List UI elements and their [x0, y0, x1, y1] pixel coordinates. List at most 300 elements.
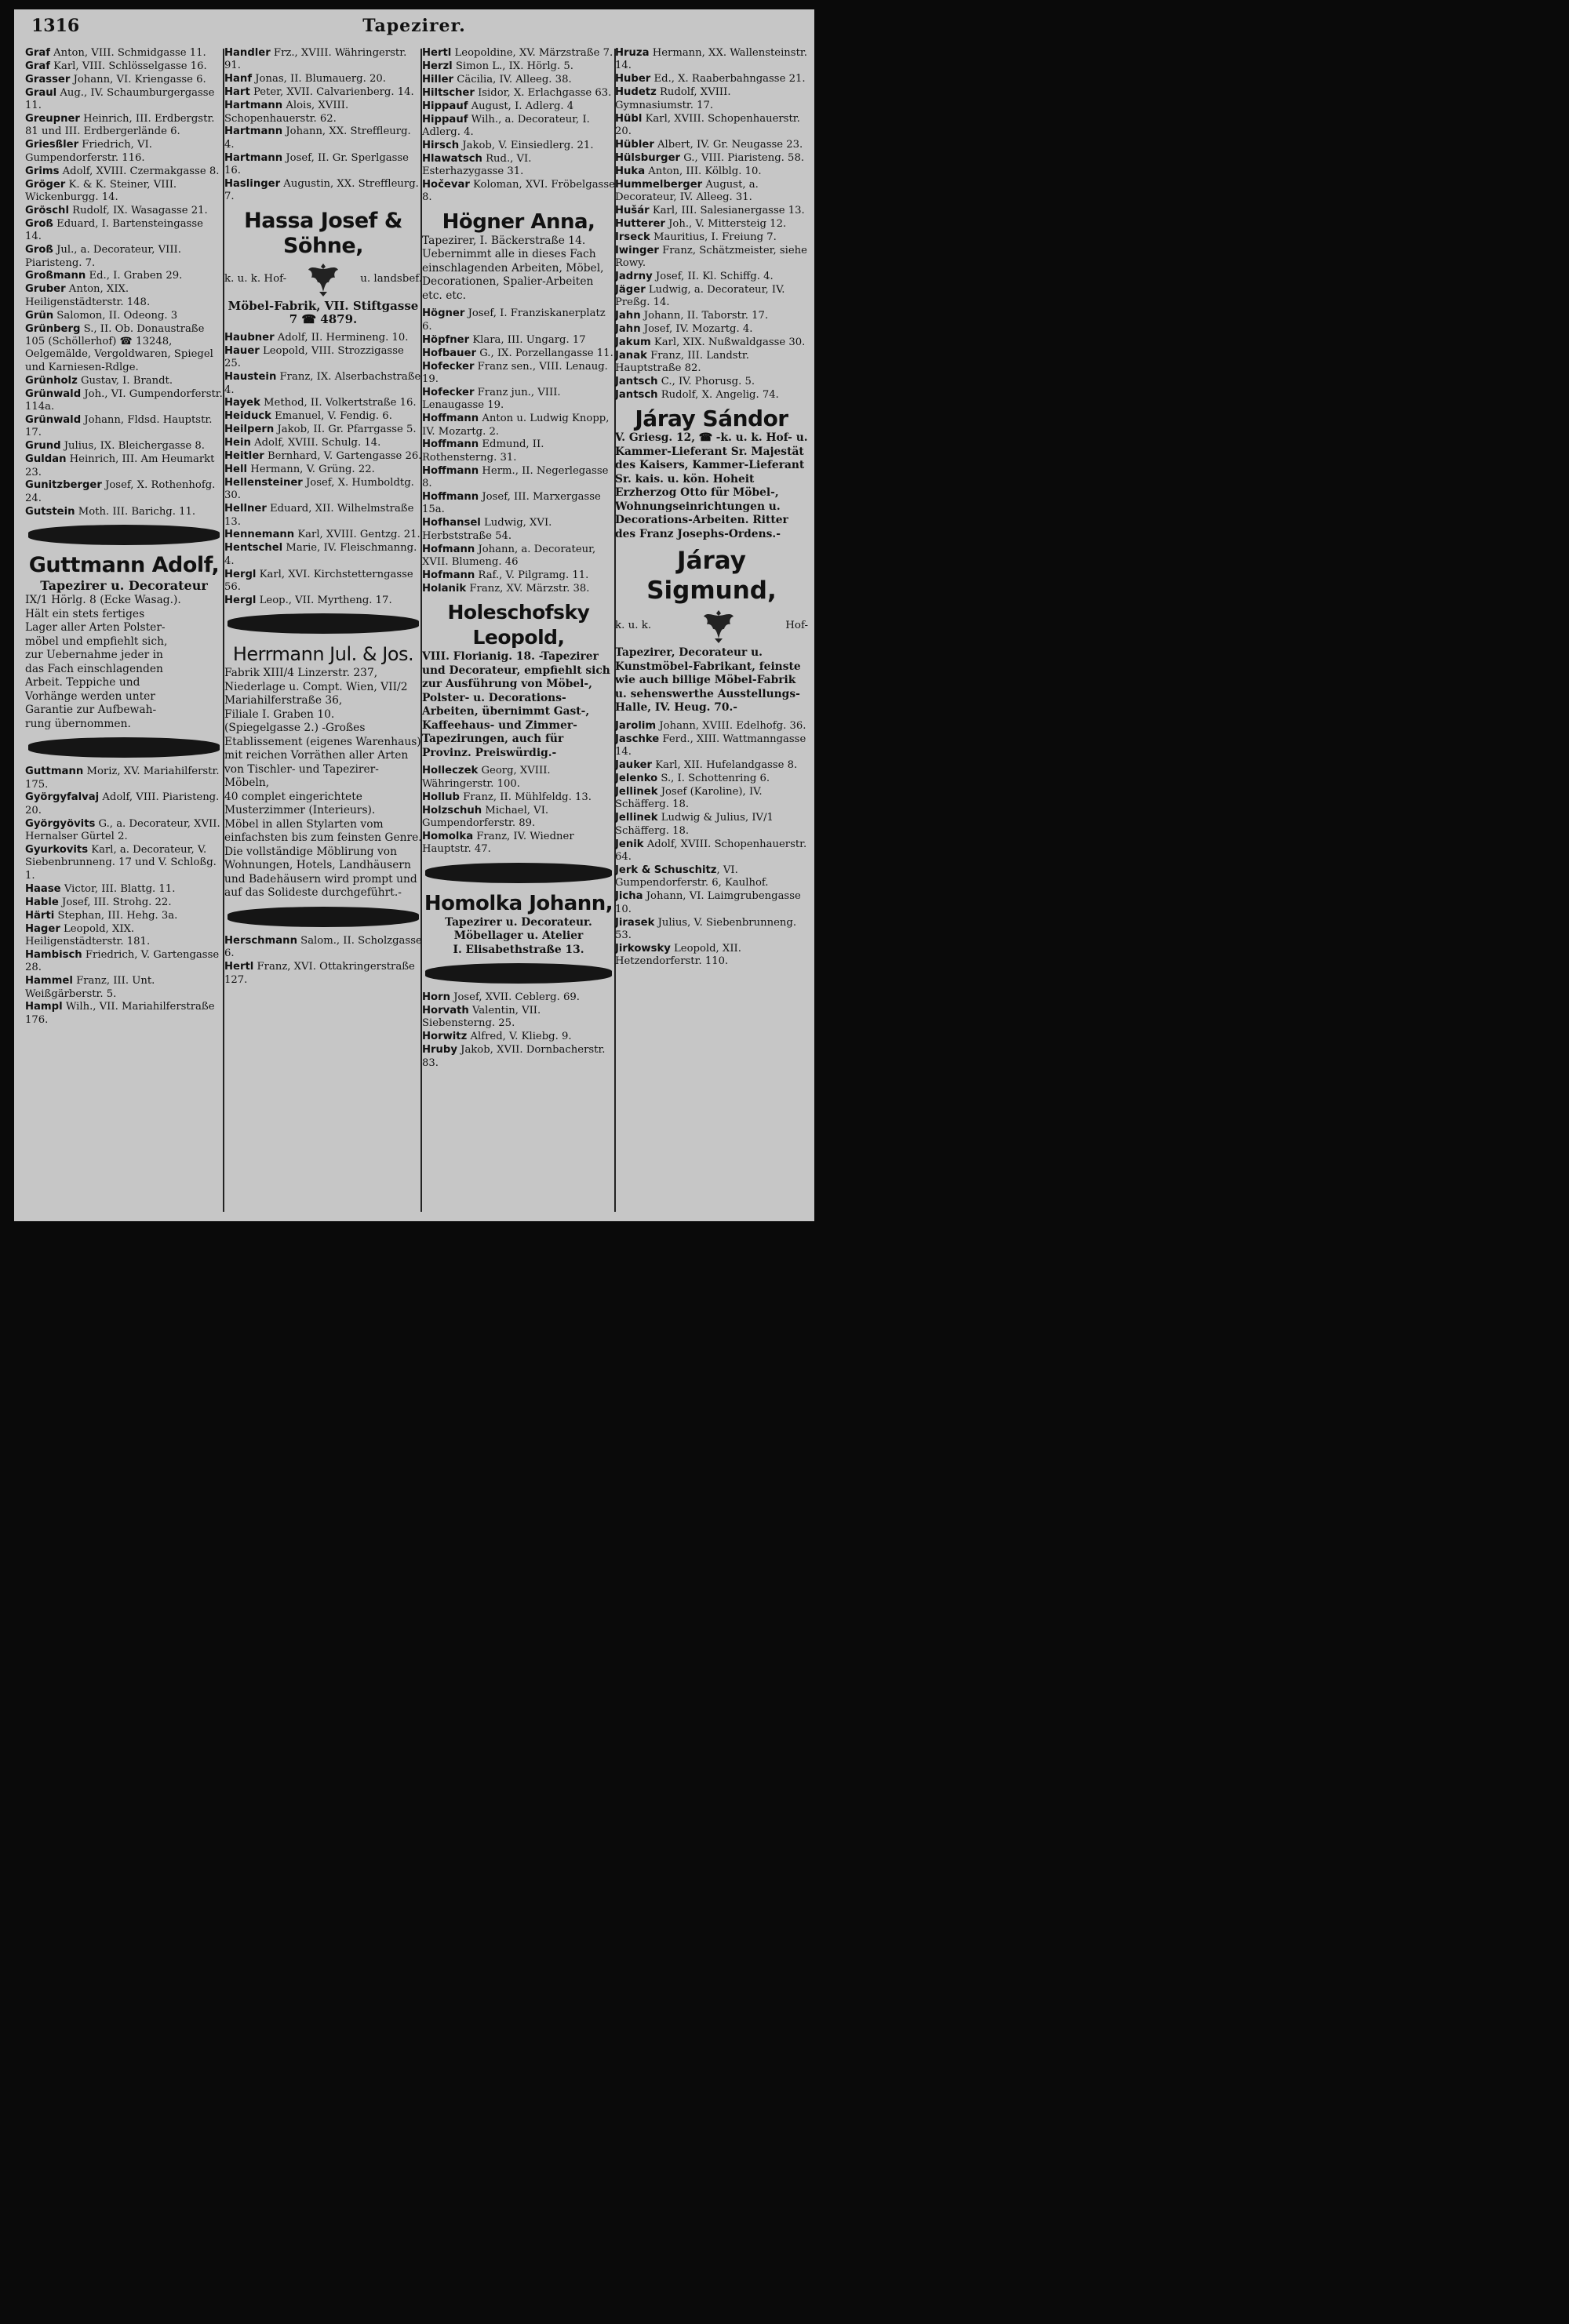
- ad-separator-bar: [28, 737, 220, 758]
- entry-details: Marie, IV. Fleischmanng. 4.: [224, 542, 417, 567]
- entry-details: Franz, III. Landstr. Hauptstraße 82.: [615, 349, 749, 375]
- entry-name: Höpfner: [422, 333, 470, 346]
- entry-details: Hermann, XX. Wallensteinstr. 14.: [615, 47, 807, 72]
- entry-details: Franz jun., VIII. Lenaugasse 19.: [422, 386, 561, 412]
- directory-entry: [25, 179, 223, 205]
- ad-line: IX/1 Hörlg. 8 (Ecke Wasag.).: [25, 594, 181, 607]
- entry-name: Graf: [25, 60, 50, 72]
- entry-name: Hutterer: [615, 217, 665, 230]
- entry-details: Joh., V. Mittersteig 12.: [664, 217, 787, 230]
- entry-name: Jahn: [615, 323, 641, 336]
- entry-details: Johann, Fldsd. Hauptstr. 17.: [25, 413, 213, 439]
- directory-entry: [224, 125, 422, 151]
- directory-entry: [615, 284, 808, 310]
- entry-name: Hübler: [615, 138, 654, 151]
- directory-entry: [422, 791, 615, 804]
- entry-name: Hartmann: [224, 151, 283, 164]
- ad-line: Hält ein stets fertiges: [25, 607, 145, 620]
- directory-entry: [615, 759, 808, 772]
- ad-line: rung übernommen.: [25, 717, 131, 730]
- entry-name: Jadrny: [615, 270, 653, 282]
- entry-details: Moriz, XV. Mariahilferstr. 175.: [25, 766, 220, 791]
- entry-details: Franz, III. Unt. Weißgärberstr. 5.: [25, 975, 155, 1000]
- entry-name: Hoffmann: [422, 413, 479, 425]
- directory-entry: [224, 410, 422, 423]
- entry-name: Gröschl: [25, 204, 69, 216]
- entry-details: S., I. Schottenring 6.: [657, 773, 770, 785]
- entry-name: Hell: [224, 463, 248, 475]
- directory-entry: [25, 165, 223, 178]
- directory-entry: [422, 140, 615, 152]
- entry-name: Grims: [25, 165, 60, 177]
- directory-entry: [25, 766, 223, 791]
- ad-line: Tapezirer, I. Bäckerstraße 14. Uebernimmt alle in dieses Fach einschlagenden Arbeiten, Möbel, Decorationen, Spalier-Arbeiten etc. etc.: [422, 234, 604, 302]
- ad-body: Möbel-Fabrik, VII. Stiftgasse 7 ☎ 4879.: [228, 298, 419, 327]
- entry-name: Hoffmann: [422, 464, 479, 477]
- directory-entry: [615, 350, 808, 376]
- entry-details: Adolf, XVIII. Schopenhauerstr. 64.: [615, 838, 807, 864]
- entry-name: Hülsburger: [615, 151, 681, 164]
- ad-separator-bar: [425, 963, 612, 984]
- entry-list: [25, 766, 223, 1027]
- entry-name: Haustein: [224, 371, 277, 384]
- directory-entry: [615, 47, 808, 73]
- entry-name: Groß: [25, 244, 53, 256]
- entry-details: Karl, XVIII. Schopenhauerstr. 20.: [615, 112, 800, 137]
- page-header: [14, 9, 814, 45]
- entry-name: Horwitz: [422, 1031, 468, 1043]
- directory-entry: [224, 178, 422, 204]
- entry-name: Hofecker: [422, 360, 475, 373]
- directory-entry: [25, 113, 223, 139]
- directory-entry: [224, 503, 422, 529]
- entry-details: Aug., IV. Schaumburgergasse 11.: [25, 86, 215, 112]
- column-3: [422, 47, 615, 1212]
- directory-entry: [422, 1005, 615, 1031]
- entry-details: Rudolf, IX. Wasagasse 21.: [68, 204, 208, 216]
- entry-details: Josef, XVII. Ceblerg. 69.: [450, 991, 580, 1004]
- entry-name: Hergl: [224, 595, 257, 606]
- directory-entry: [615, 323, 808, 336]
- entry-list: [422, 307, 615, 595]
- entry-name: Haslinger: [224, 178, 281, 191]
- entry-details: Ludwig, XVI. Herbststraße 54.: [422, 517, 552, 542]
- entry-name: Jicha: [615, 890, 643, 903]
- entry-details: Heinrich, III. Am Heumarkt 23.: [25, 453, 215, 478]
- ad-line: I. Elisabethstraße 13.: [453, 943, 584, 956]
- entry-details: Julius, IX. Bleichergasse 8.: [60, 440, 205, 453]
- entry-details: Anton, III. Kölblg. 10.: [645, 165, 762, 177]
- entry-name: Janak: [615, 349, 647, 362]
- directory-entry: [615, 165, 808, 178]
- directory-entry: [25, 975, 223, 1001]
- entry-name: Hiller: [422, 73, 454, 85]
- page-number: 1316: [31, 16, 80, 36]
- ad-line: Mariahilferstraße 36,: [224, 694, 343, 707]
- directory-entry: [615, 73, 808, 85]
- entry-name: Herzl: [422, 60, 453, 72]
- ad-body: [615, 431, 808, 541]
- entry-details: Adolf, VIII. Piaristeng. 20.: [25, 791, 220, 816]
- advertisement-homolka: [422, 891, 615, 958]
- directory-entry: [615, 943, 808, 969]
- directory-entry: [615, 139, 808, 151]
- entry-details: Johann, a. Decorateur, XVII. Blumeng. 46: [422, 543, 596, 569]
- entry-name: Hruby: [422, 1044, 457, 1057]
- advertisement-jaray-sigmund: [615, 546, 808, 715]
- directory-entry: [25, 949, 223, 975]
- directory-entry: [224, 332, 422, 344]
- entry-name: Hippauf: [422, 100, 468, 112]
- entry-list: [224, 47, 422, 204]
- ad-body: [422, 916, 615, 958]
- ad-subtitle: Tapezirer u. Decorateur: [40, 578, 208, 594]
- ad-line: Garantie zur Aufbewah-: [25, 704, 157, 717]
- directory-entry: [615, 786, 808, 812]
- entry-details: Julius, V. Siebenbrunneng. 53.: [615, 916, 797, 941]
- entry-name: Hauer: [224, 344, 260, 357]
- entry-name: Hable: [25, 896, 59, 908]
- entry-details: Georg, XVIII. Währingerstr. 100.: [422, 765, 551, 790]
- entry-name: Handler: [224, 47, 271, 59]
- entry-details: G., VIII. Piaristeng. 58.: [680, 151, 805, 164]
- entry-name: Hočevar: [422, 179, 470, 191]
- directory-entry: [224, 569, 422, 595]
- directory-entry: [25, 897, 223, 909]
- ad-line: Fabrik XIII/4 Linzerstr. 237, Niederlage u. Compt. Wien, VII/2: [224, 667, 408, 693]
- directory-entry: [615, 271, 808, 283]
- entry-details: Cäcilia, IV. Alleeg. 38.: [453, 73, 572, 85]
- entry-details: Wilh., a. Decorateur, I. Adlerg. 4.: [422, 113, 590, 138]
- ad-body: [422, 650, 615, 760]
- entry-details: Joh., VI. Gumpendorferstr. 114a.: [25, 387, 223, 413]
- entry-details: Ludwig & Julius, IV/1 Schäfferg. 18.: [615, 812, 774, 837]
- entry-details: Alfred, V. Kliebg. 9.: [467, 1031, 572, 1043]
- entry-details: Franz, XVI. Ottakringerstraße 127.: [224, 961, 415, 986]
- entry-name: Hofmann: [422, 569, 475, 581]
- directory-entry: [615, 86, 808, 112]
- entry-details: C., IV. Phorusg. 5.: [657, 376, 755, 388]
- directory-entry: [25, 453, 223, 479]
- directory-entry: [25, 139, 223, 165]
- entry-name: Hambisch: [25, 948, 82, 961]
- ad-title: Högner Anna,: [442, 209, 595, 234]
- directory-entry: [422, 387, 615, 413]
- directory-entry: [25, 791, 223, 817]
- entry-details: Franz, IX. Alserbachstraße 4.: [224, 371, 421, 396]
- entry-name: Jäger: [615, 283, 646, 296]
- entry-details: Augustin, XX. Streffleurg. 7.: [224, 178, 419, 203]
- directory-entry: [422, 334, 615, 347]
- directory-entry: [615, 205, 808, 217]
- entry-name: Györgyövits: [25, 817, 96, 830]
- ad-title: Herrmann Jul. & Jos.: [232, 643, 414, 666]
- entry-name: Györgyfalvaj: [25, 791, 100, 804]
- entry-details: Jakob, II. Gr. Pfarrgasse 5.: [274, 424, 417, 436]
- entry-details: Anton, XIX. Heiligenstädterstr. 148.: [25, 283, 151, 308]
- directory-entry: [25, 844, 223, 882]
- entry-name: Grün: [25, 309, 54, 322]
- directory-entry: [25, 375, 223, 387]
- entry-name: Jellinek: [615, 786, 658, 798]
- entry-name: Hartmann: [224, 125, 283, 138]
- ad-title: Hassa Josef & Söhne,: [244, 208, 402, 258]
- entry-details: Friedrich, VI. Gumpendorferstr. 116.: [25, 139, 152, 164]
- entry-name: Hlawatsch: [422, 152, 482, 165]
- entry-name: Huber: [615, 73, 651, 85]
- directory-entry: [25, 205, 223, 217]
- directory-entry: [224, 424, 422, 436]
- ad-line: VIII. Florianig. 18. -Tapezirer und Decorateur, empfiehlt sich zur Ausführung von Möbel-, Polster- u. Decorations-Arbeiten, übernimmt Gast-, Kaffeehaus- und Zimmer-Tapezirungen, auch für Provinz. Preiswürdig.-: [422, 650, 610, 759]
- entry-name: Gutstein: [25, 505, 75, 518]
- directory-entry: [25, 244, 223, 270]
- entry-name: Hruza: [615, 47, 650, 59]
- entry-details: Michael, VI. Gumpendorferstr. 89.: [422, 804, 549, 829]
- entry-name: Härti: [25, 909, 55, 922]
- directory-entry: [422, 361, 615, 387]
- directory-entry: [615, 864, 808, 890]
- entry-name: Hoffmann: [422, 438, 479, 451]
- entry-name: Heilpern: [224, 424, 275, 436]
- entry-name: Hein: [224, 437, 251, 449]
- entry-details: August, I. Adlerg. 4: [468, 100, 574, 112]
- entry-details: Rud., VI. Esterhazygasse 31.: [422, 152, 532, 178]
- directory-entry: [25, 1001, 223, 1027]
- ad-separator-bar: [28, 525, 220, 545]
- directory-entry: [615, 733, 808, 759]
- ad-line: Möbel in allen Stylarten vom einfachsten bis zum feinsten Genre. Die vollständige Möblirung von Wohnungen, Hotels, Landhäusern und Badehäusern wird prompt und auf das Solideste durchgeführt.-: [224, 817, 422, 900]
- entry-list: [25, 47, 223, 518]
- entry-details: Adolf, II. Hermineng. 10.: [274, 331, 409, 344]
- ad-separator-bar: [228, 613, 419, 634]
- directory-entry: [422, 1044, 615, 1070]
- directory-entry: [422, 583, 615, 595]
- double-eagle-icon: [307, 260, 340, 298]
- entry-name: Hoffmann: [422, 491, 479, 504]
- entry-name: Hammel: [25, 975, 73, 987]
- entry-details: Adolf, XVIII. Schulg. 14.: [250, 437, 381, 449]
- entry-name: Hertl: [422, 47, 452, 59]
- entry-details: , VI. Gumpendorferstr. 6, Kaulhof.: [615, 864, 769, 889]
- directory-entry: [422, 114, 615, 140]
- entry-name: Horn: [422, 991, 450, 1004]
- entry-name: Hofbauer: [422, 347, 477, 359]
- entry-details: Johann, VI. Kriengasse 6.: [70, 73, 206, 85]
- column-2: [224, 47, 422, 1212]
- entry-details: Rudolf, XVIII. Gymnasiumstr. 17.: [615, 86, 731, 111]
- entry-name: Hušár: [615, 204, 650, 216]
- entry-name: Grünholz: [25, 374, 78, 387]
- entry-details: Klara, III. Ungarg. 17: [469, 333, 586, 346]
- hof-left-text: k. u. k. Hof-: [224, 272, 287, 285]
- entry-list: [224, 332, 422, 608]
- entry-name: Hudetz: [615, 86, 657, 99]
- entry-name: Grünwald: [25, 413, 82, 426]
- directory-entry: [224, 464, 422, 476]
- directory-entry: [422, 1031, 615, 1043]
- entry-name: Jelenko: [615, 773, 658, 785]
- entry-details: S., II. Ob. Donaustraße 105 (Schöllerhof) ☎ 13248, Oelgemälde, Vergoldwaren, Spiegel und Karniesen-Rdlge.: [25, 322, 213, 373]
- entry-details: Josef, X. Humboldtg. 30.: [224, 476, 414, 502]
- entry-details: Ed., I. Graben 29.: [86, 270, 183, 282]
- directory-entry: [25, 87, 223, 113]
- entry-list: [422, 47, 615, 205]
- entry-details: Josef, II. Gr. Sperlgasse 16.: [224, 151, 409, 177]
- entry-name: Hummelberger: [615, 178, 703, 191]
- entry-details: Josef (Karoline), IV. Schäfferg. 18.: [615, 786, 763, 811]
- directory-entry: [224, 529, 422, 541]
- entry-details: Raf., V. Pilgramg. 11.: [475, 569, 589, 581]
- entry-details: Josef, III. Strohg. 22.: [58, 896, 172, 908]
- directory-entry: [615, 720, 808, 733]
- ad-line: Arbeit. Teppiche und: [25, 676, 140, 689]
- directory-entry: [224, 100, 422, 125]
- directory-entry: [422, 765, 615, 791]
- directory-entry: [422, 179, 615, 205]
- hof-right-text: u. landsbef.: [360, 272, 422, 285]
- entry-name: Hennemann: [224, 529, 295, 541]
- directory-entry: [224, 73, 422, 85]
- entry-details: Moth. III. Barichg. 11.: [75, 505, 196, 518]
- hof-left-text: k. u. k.: [615, 620, 652, 632]
- directory-entry: [615, 113, 808, 139]
- directory-entry: [615, 310, 808, 322]
- entry-details: Adolf, XVIII. Czermakgasse 8.: [59, 165, 220, 177]
- directory-entry: [224, 152, 422, 178]
- entry-name: Haubner: [224, 331, 275, 344]
- ad-body: [224, 667, 422, 900]
- entry-details: Stephan, III. Hehg. 3a.: [54, 909, 178, 922]
- ad-line: möbel und empfiehlt sich,: [25, 635, 168, 648]
- entry-details: Rudolf, X. Angelig. 74.: [657, 389, 779, 402]
- directory-entry: [25, 883, 223, 896]
- entry-list: [224, 935, 422, 987]
- entry-details: Karl, XIX. Nußwaldgasse 30.: [650, 336, 806, 348]
- advertisement-holeschofsky: [422, 600, 615, 760]
- entry-name: Jirasek: [615, 916, 655, 929]
- directory-entry: [422, 307, 615, 333]
- directory-entry: [422, 517, 615, 543]
- entry-details: Frz., XVIII. Währingerstr. 91.: [224, 47, 407, 72]
- entry-details: Gustav, I. Brandt.: [77, 374, 173, 387]
- entry-name: Jirkowsky: [615, 942, 671, 955]
- directory-entry: [615, 917, 808, 943]
- entry-name: Herschmann: [224, 934, 297, 947]
- entry-name: Hertl: [224, 961, 254, 973]
- directory-entry: [615, 773, 808, 785]
- entry-details: Franz, II. Mühlfeldg. 13.: [459, 791, 592, 803]
- ad-title: Guttmann Adolf,: [28, 553, 220, 578]
- ad-title: Járay: [677, 547, 746, 576]
- directory-entry: [422, 438, 615, 464]
- entry-details: Salom., II. Scholzgasse 6.: [224, 934, 422, 960]
- entry-name: Hellner: [224, 503, 267, 515]
- directory-entry: [615, 389, 808, 402]
- directory-entry: [224, 437, 422, 449]
- entry-list: [422, 765, 615, 856]
- ad-separator-bar: [228, 907, 419, 927]
- entry-name: Hartmann: [224, 100, 283, 112]
- ad-line: Möbellager u. Atelier: [453, 929, 584, 943]
- entry-name: Graul: [25, 86, 57, 99]
- entry-details: Anton u. Ludwig Knopp, IV. Mozartg. 2.: [422, 413, 610, 438]
- entry-name: Holanik: [422, 582, 467, 595]
- directory-entry: [25, 910, 223, 922]
- ad-title: Homolka Johann,: [424, 891, 613, 915]
- entry-details: Josef, X. Rothenhofg. 24.: [25, 479, 216, 504]
- directory-entry: [422, 153, 615, 179]
- directory-entry: [25, 440, 223, 453]
- entry-details: G., a. Decorateur, XVII. Hernalser Gürtel 2.: [25, 817, 220, 843]
- directory-entry: [422, 74, 615, 86]
- entry-details: Karl, a. Decorateur, V. Siebenbrunneng. 17 und V. Schloßg. 1.: [25, 844, 217, 882]
- entry-name: Irseck: [615, 231, 650, 243]
- directory-entry: [422, 831, 615, 856]
- directory-entry: [25, 414, 223, 440]
- entry-name: Hirsch: [422, 139, 460, 151]
- entry-name: Hübl: [615, 112, 643, 125]
- entry-name: Grünberg: [25, 322, 81, 335]
- entry-name: Hofmann: [422, 543, 475, 555]
- directory-entry: [422, 100, 615, 113]
- ad-title: Holeschofsky Leopold,: [447, 601, 590, 649]
- entry-name: Hager: [25, 922, 60, 935]
- entry-name: Grund: [25, 440, 61, 453]
- ad-title-line-2: Sigmund,: [646, 576, 777, 606]
- entry-name: Großmann: [25, 270, 86, 282]
- entry-list: [615, 47, 808, 402]
- directory-entry: [224, 935, 422, 961]
- entry-name: Jakum: [615, 336, 651, 348]
- directory-entry: [25, 310, 223, 322]
- entry-name: Jarolim: [615, 719, 657, 732]
- directory-entry: [25, 818, 223, 844]
- directory-entry: [25, 923, 223, 949]
- entry-name: Jellinek: [615, 812, 658, 824]
- entry-details: Albert, IV. Gr. Neugasse 23.: [653, 138, 803, 151]
- directory-entry: [224, 595, 422, 607]
- entry-details: Herm., II. Negerlegasse 8.: [422, 464, 609, 490]
- entry-name: Grünwald: [25, 387, 82, 400]
- directory-entry: [615, 152, 808, 165]
- entry-details: Edmund, II. Rothensterng. 31.: [422, 438, 544, 464]
- directory-entry: [25, 74, 223, 86]
- entry-details: Victor, III. Blattg. 11.: [60, 882, 176, 895]
- directory-entry: [25, 218, 223, 244]
- entry-name: Hergl: [224, 568, 257, 580]
- entry-details: Karl, XVIII. Gentzg. 21.: [294, 529, 420, 541]
- entry-name: Hellensteiner: [224, 476, 303, 489]
- entry-name: Iwinger: [615, 244, 659, 256]
- entry-name: Horvath: [422, 1005, 469, 1017]
- ad-line: das Fach einschlagenden: [25, 662, 163, 675]
- entry-details: Friedrich, V. Gartengasse 28.: [25, 948, 220, 974]
- directory-entry: [224, 345, 422, 371]
- entry-name: Jenik: [615, 838, 644, 850]
- entry-details: Johann, XX. Streffleurg. 4.: [224, 125, 411, 151]
- entry-name: Gruber: [25, 283, 66, 296]
- entry-details: Josef, IV. Mozartg. 4.: [640, 323, 753, 336]
- entry-name: Hofecker: [422, 386, 475, 398]
- directory-entry: [422, 805, 615, 831]
- directory-entry: [615, 336, 808, 349]
- directory-entry: [615, 231, 808, 244]
- entry-name: Hofhansel: [422, 517, 481, 529]
- entry-name: Gunitzberger: [25, 479, 102, 492]
- directory-entry: [422, 87, 615, 100]
- directory-entry: [224, 371, 422, 397]
- entry-details: Josef, III. Marxergasse 15a.: [422, 491, 601, 516]
